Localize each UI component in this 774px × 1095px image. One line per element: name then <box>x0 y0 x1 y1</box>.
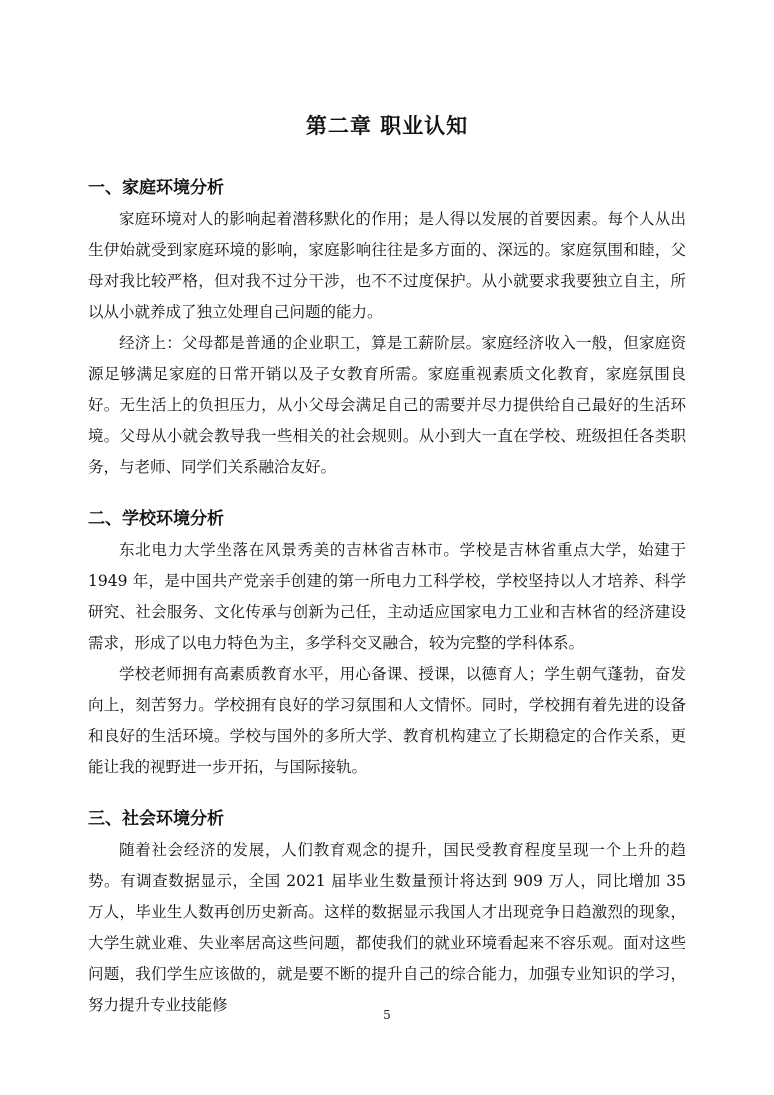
section-heading-school: 二、学校环境分析 <box>88 509 224 529</box>
paragraph-society-1: 随着社会经济的发展，人们教育观念的提升，国民受教育程度呈现一个上升的趋势。有调查数据显示，全国 2021 届毕业生数量预计将达到 909 万人，同比增加 35 万人，毕业生人数再创历史新高。这样的数据显示我国人才出现竞争日趋激烈的现象，大学生就业难、失业率居高这些问题，都使我们的就业环境看起来不容乐观。面对这些问题，我们学生应该做的，就是要不断的提升自己的综合能力，加强专业知识的学习，努力提升专业技能修 <box>88 841 686 1014</box>
paragraph-school-2: 学校老师拥有高素质教育水平，用心备课、授课，以德育人；学生朝气蓬勃，奋发向上，刻苦努力。学校拥有良好的学习氛围和人文情怀。同时，学校拥有着先进的设备和良好的生活环境。学校与国外的多所大学、教育机构建立了长期稳定的合作关系，更能让我的视野进一步开拓，与国际接轨。 <box>88 665 686 776</box>
section-heading-family: 一、家庭环境分析 <box>88 178 224 198</box>
paragraph-school-1: 东北电力大学坐落在风景秀美的吉林省吉林市。学校是吉林省重点大学，始建于 1949 年，是中国共产党亲手创建的第一所电力工科学校，学校坚持以人才培养、科学研究、社会服务、文化传承与创新为己任，主动适应国家电力工业和吉林省的经济建设需求，形成了以电力特色为主，多学科交叉融合，较为完整的学科体系。 <box>88 541 686 652</box>
page-number: 5 <box>383 1008 391 1022</box>
section-heading-society: 三、社会环境分析 <box>88 809 224 829</box>
chapter-title: 第二章 职业认知 <box>305 114 469 138</box>
paragraph-family-1: 家庭环境对人的影响起着潜移默化的作用；是人得以发展的首要因素。每个人从出生伊始就受到家庭环境的影响，家庭影响往往是多方面的、深远的。家庭氛围和睦，父母对我比较严格，但对我不过分干涉，也不不过度保护。从小就要求我要独立自主，所以从小就养成了独立处理自己问题的能力。 <box>88 210 686 321</box>
paragraph-family-2: 经济上：父母都是普通的企业职工，算是工薪阶层。家庭经济收入一般，但家庭资源足够满足家庭的日常开销以及子女教育所需。家庭重视素质文化教育，家庭氛围良好。无生活上的负担压力，从小父母会满足自己的需要并尽力提供给自己最好的生活环境。父母从小就会教导我一些相关的社会规则。从小到大一直在学校、班级担任各类职务，与老师、同学们关系融洽友好。 <box>88 334 686 476</box>
